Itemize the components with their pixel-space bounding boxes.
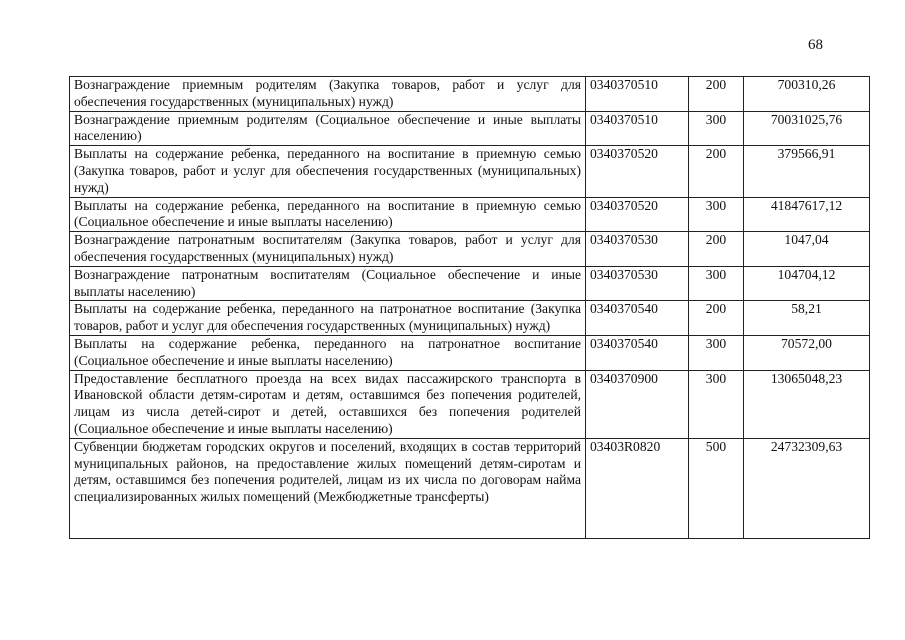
expense-type-cell: 300	[689, 370, 744, 438]
target-code-cell: 0340370540	[586, 335, 689, 370]
expense-name-cell: Выплаты на содержание ребенка, переданного на патронатное воспитание (Социальное обеспечение и иные выплаты населению)	[70, 335, 586, 370]
amount-cell: 700310,26	[744, 77, 870, 112]
expense-name-cell: Вознаграждение патронатным воспитателям (Социальное обеспечение и иные выплаты населению)	[70, 266, 586, 301]
expense-type-cell: 300	[689, 266, 744, 301]
table-row	[70, 111, 870, 146]
expense-name-cell: Выплаты на содержание ребенка, переданного на воспитание в приемную семью (Социальное обеспечение и иные выплаты населению)	[70, 197, 586, 232]
expense-name-cell: Выплаты на содержание ребенка, переданного на патронатное воспитание (Закупка товаров, работ и услуг для обеспечения государственных (муниципальных) нужд)	[70, 301, 586, 336]
target-code-cell: 03403R0820	[586, 438, 689, 538]
page-number: 68	[808, 37, 823, 53]
amount-cell: 13065048,23	[744, 370, 870, 438]
expense-name-cell: Выплаты на содержание ребенка, переданного на воспитание в приемную семью (Закупка товаров, работ и услуг для обеспечения государственных (муниципальных) нужд)	[70, 146, 586, 197]
expense-type-cell: 300	[689, 111, 744, 146]
expense-type-cell: 300	[689, 197, 744, 232]
target-code-cell: 0340370530	[586, 266, 689, 301]
table-row	[70, 146, 870, 197]
expense-type-cell: 200	[689, 232, 744, 267]
target-code-cell: 0340370530	[586, 232, 689, 267]
expense-name-cell: Вознаграждение приемным родителям (Закупка товаров, работ и услуг для обеспечения государственных (муниципальных) нужд)	[70, 77, 586, 112]
amount-cell: 41847617,12	[744, 197, 870, 232]
table-row	[70, 77, 870, 112]
amount-cell: 58,21	[744, 301, 870, 336]
amount-cell: 379566,91	[744, 146, 870, 197]
amount-cell: 24732309,63	[744, 438, 870, 538]
amount-cell: 70031025,76	[744, 111, 870, 146]
target-code-cell: 0340370540	[586, 301, 689, 336]
expense-type-cell: 200	[689, 77, 744, 112]
table-row	[70, 197, 870, 232]
target-code-cell: 0340370510	[586, 77, 689, 112]
expense-type-cell: 500	[689, 438, 744, 538]
amount-cell: 70572,00	[744, 335, 870, 370]
amount-cell: 1047,04	[744, 232, 870, 267]
expense-type-cell: 300	[689, 335, 744, 370]
expense-type-cell: 200	[689, 146, 744, 197]
table-row	[70, 266, 870, 301]
expense-name-cell: Субвенции бюджетам городских округов и поселений, входящих в состав территорий муниципальных районов, на предоставление жилых помещений детям-сиротам и детям, оставшимся без попечения родителей, лицам из их числа по договорам найма специализированных жилых помещений (Межбюджетные трансферты)	[70, 438, 586, 538]
table-row	[70, 438, 870, 538]
table-row	[70, 301, 870, 336]
expense-name-cell: Вознаграждение приемным родителям (Социальное обеспечение и иные выплаты населению)	[70, 111, 586, 146]
table-row	[70, 232, 870, 267]
expense-type-cell: 200	[689, 301, 744, 336]
target-code-cell: 0340370520	[586, 197, 689, 232]
target-code-cell: 0340370510	[586, 111, 689, 146]
table-row	[70, 370, 870, 438]
expense-name-cell: Вознаграждение патронатным воспитателям (Закупка товаров, работ и услуг для обеспечения государственных (муниципальных) нужд)	[70, 232, 586, 267]
target-code-cell: 0340370900	[586, 370, 689, 438]
expense-name-cell: Предоставление бесплатного проезда на всех видах пассажирского транспорта в Ивановской области детям-сиротам и детям, оставшимся без попечения родителей, лицам из числа детей-сирот и детей, оставшихся без попечения родителей (Социальное обеспечение и иные выплаты населению)	[70, 370, 586, 438]
target-code-cell: 0340370520	[586, 146, 689, 197]
table-row	[70, 335, 870, 370]
budget-table	[69, 76, 870, 539]
amount-cell: 104704,12	[744, 266, 870, 301]
